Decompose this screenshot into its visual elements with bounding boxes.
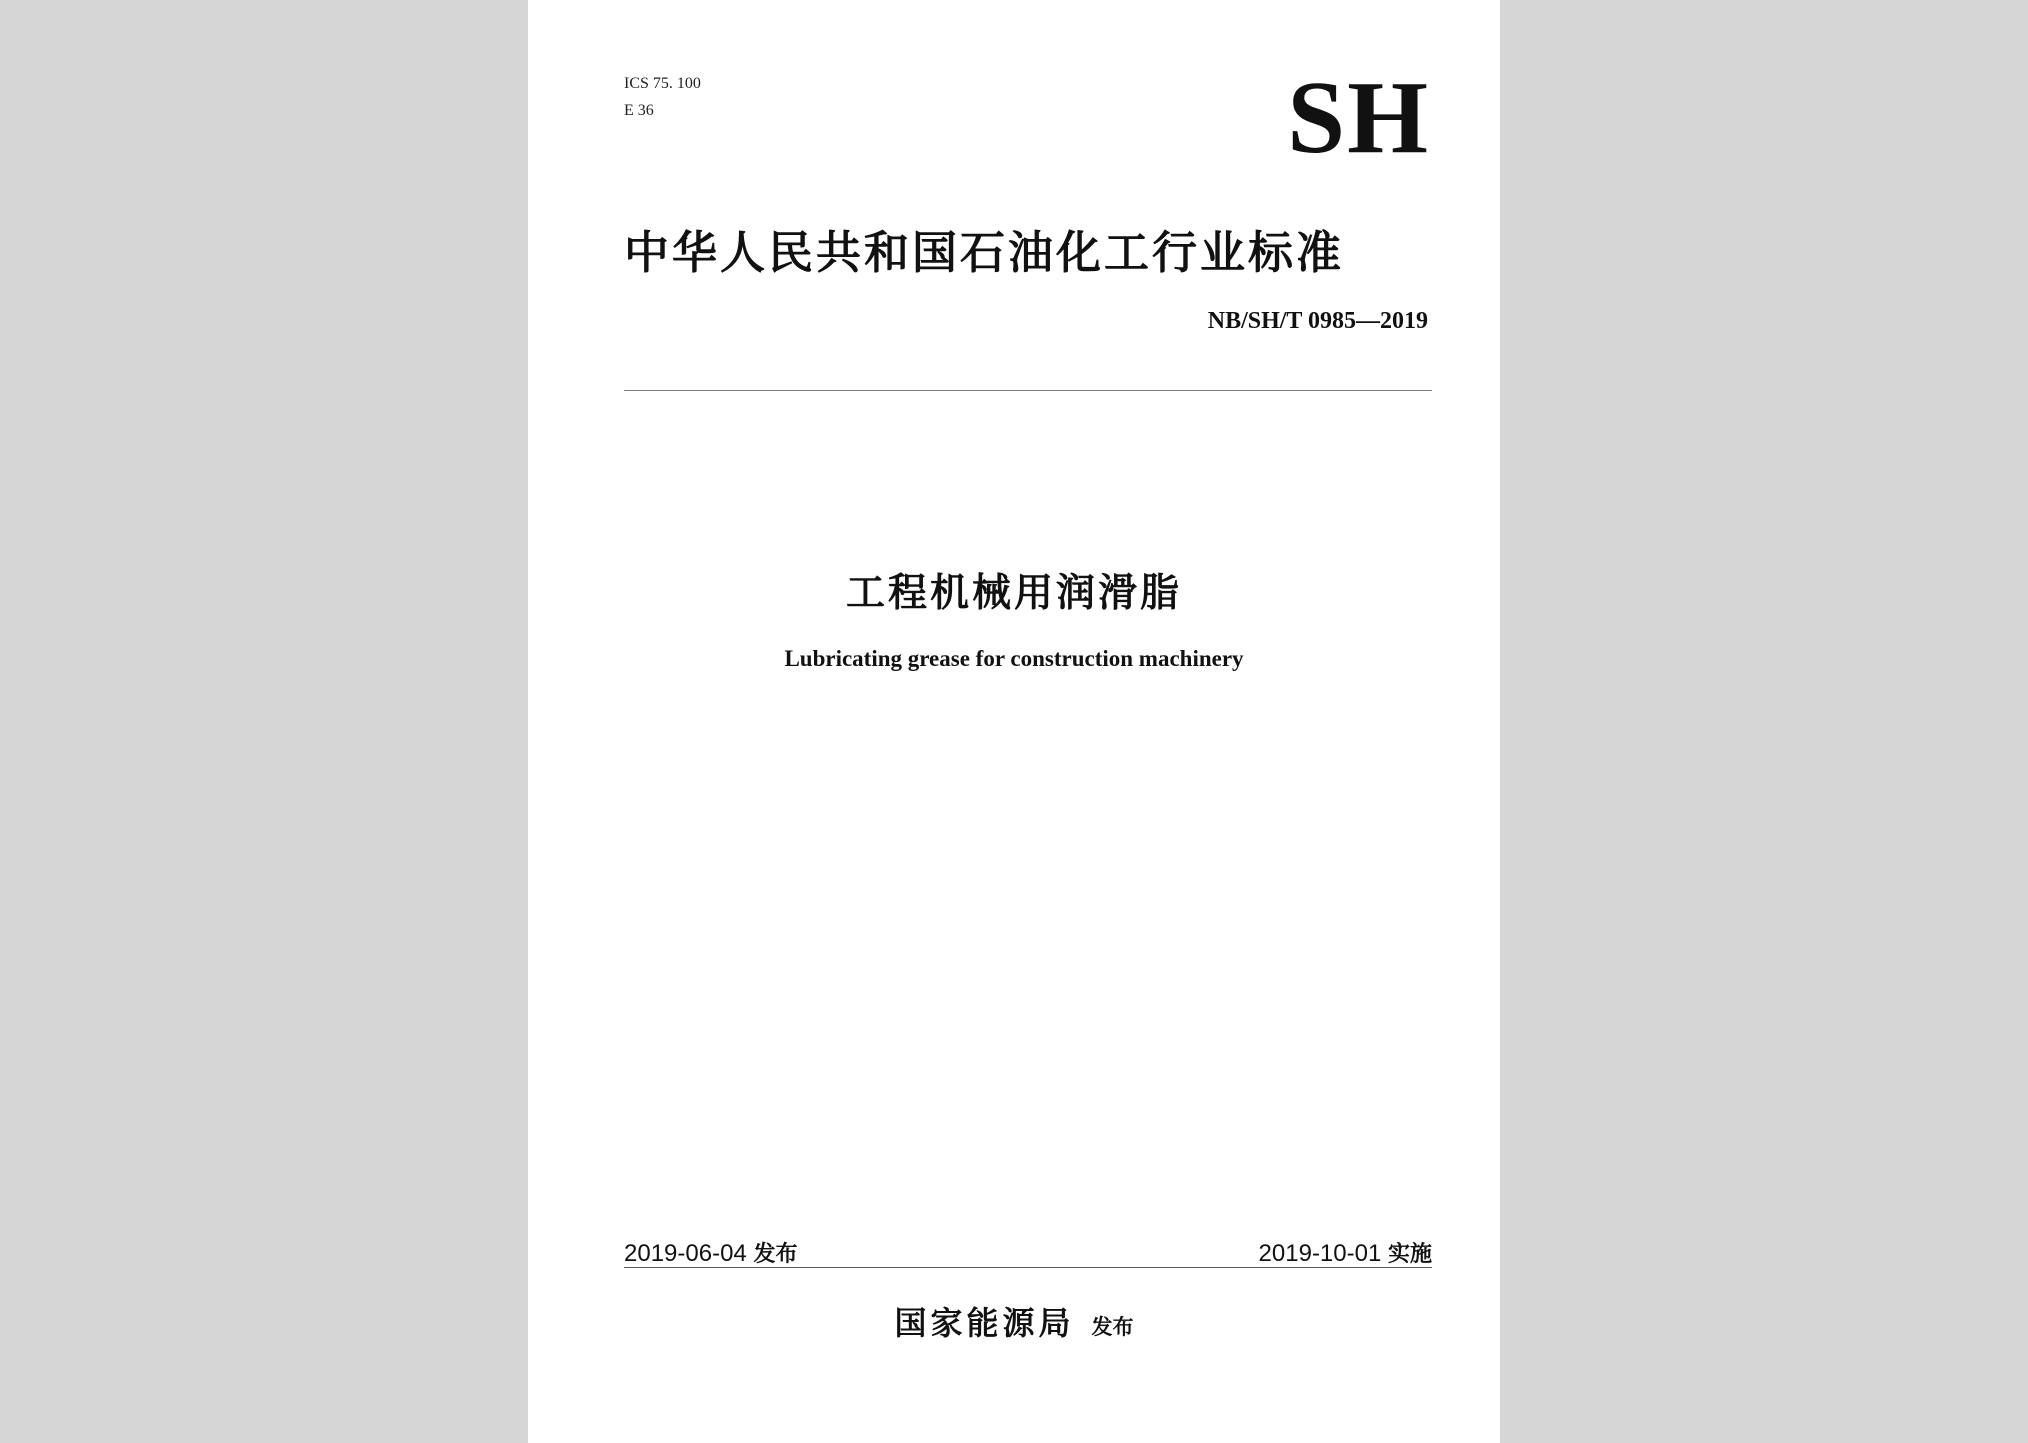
bottom-divider xyxy=(624,1267,1432,1268)
release-date-line xyxy=(624,1237,797,1268)
release-label: 发布 xyxy=(753,1242,798,1267)
document-page xyxy=(528,0,1500,1443)
implement-label: 实施 xyxy=(1387,1242,1432,1267)
implement-date-line xyxy=(1259,1237,1432,1268)
document-title-chinese: 工程机械用润滑脂 xyxy=(845,571,1182,616)
issuer-name: 国家能源局 xyxy=(894,1304,1075,1342)
classification-block xyxy=(624,70,701,124)
issuer-line xyxy=(528,1298,1500,1344)
standard-number: NB/SH/T 0985—2019 xyxy=(1207,308,1428,334)
top-divider xyxy=(624,390,1432,391)
classification-code: E 36 xyxy=(624,102,654,119)
implement-date: 2019-10-01 xyxy=(1258,1240,1382,1267)
release-date: 2019-06-04 xyxy=(624,1240,747,1267)
ics-code: ICS 75. 100 xyxy=(624,75,701,92)
document-title-english: Lubricating grease for construction machinery xyxy=(784,646,1244,671)
issuer-suffix: 发布 xyxy=(1091,1315,1134,1339)
standard-mark: SH xyxy=(1287,60,1430,175)
organization-title: 中华人民共和国石油化工行业标准 xyxy=(624,226,1345,279)
